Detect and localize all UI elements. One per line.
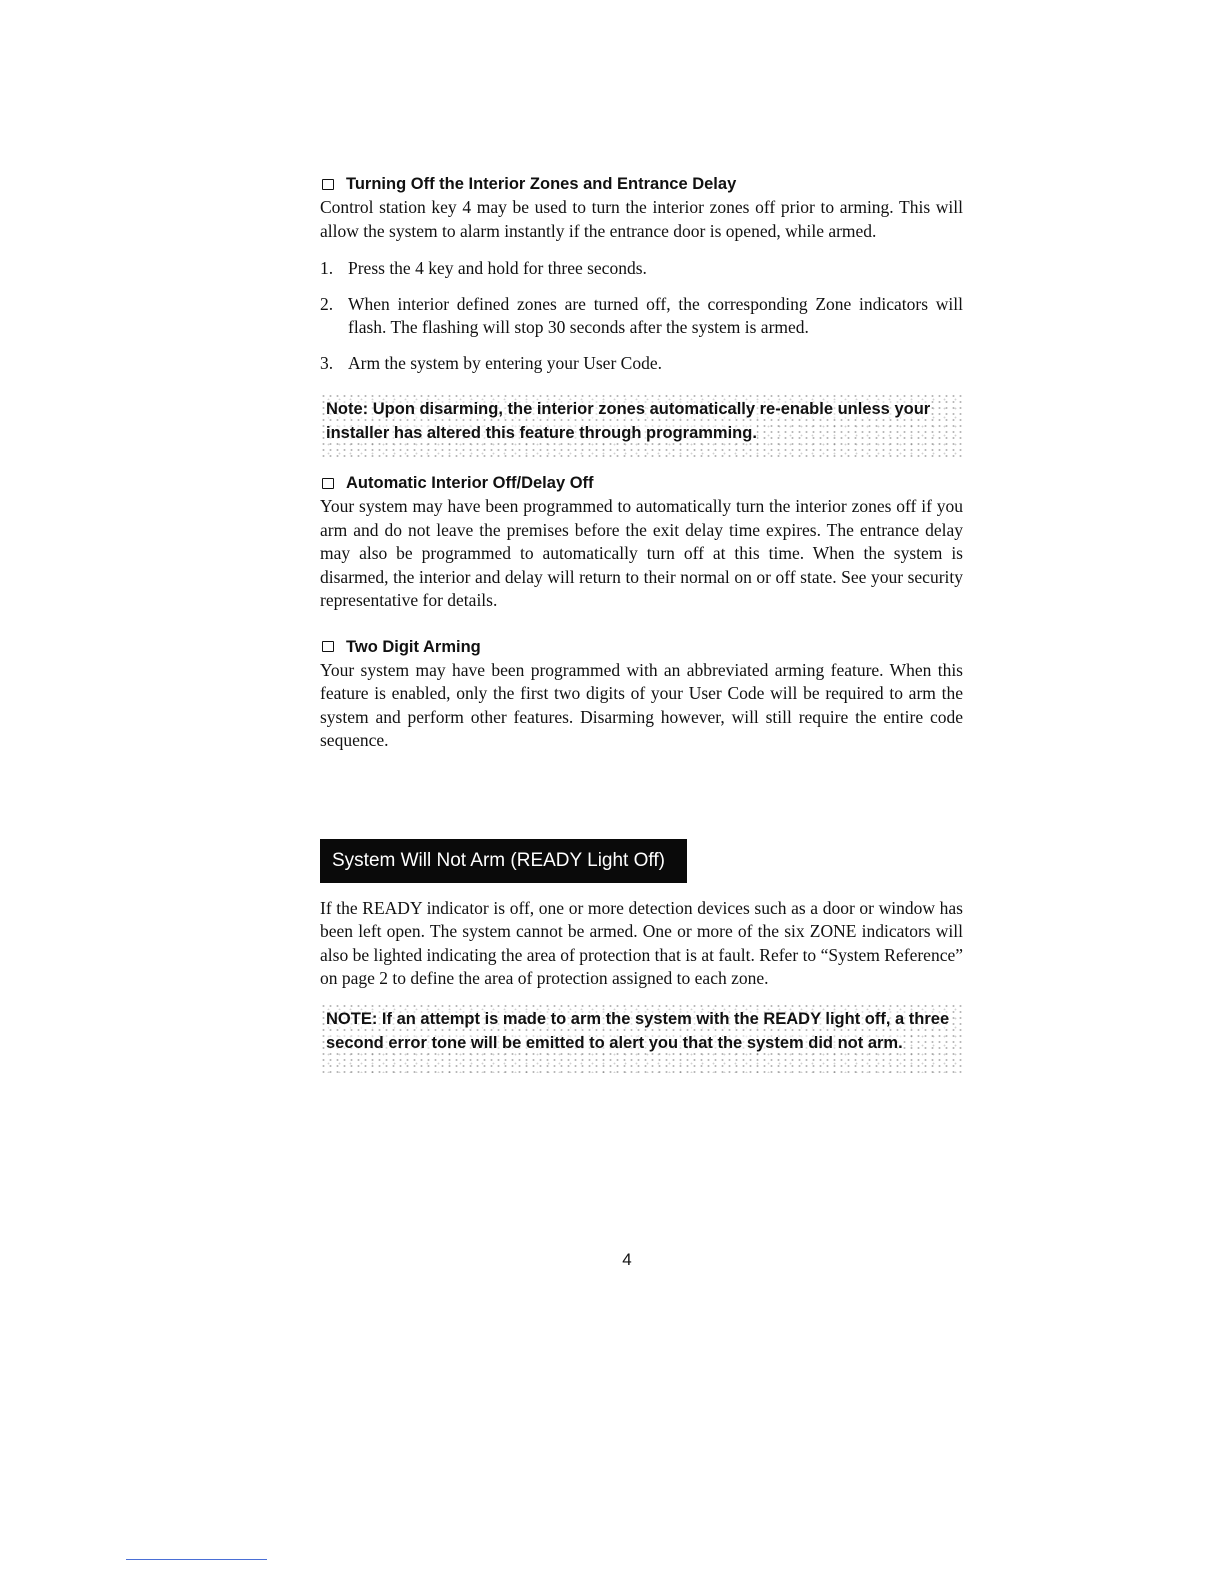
section-heading-two-digit <box>320 635 963 659</box>
list-item <box>320 352 963 376</box>
checkbox-bullet-icon <box>322 179 334 190</box>
manual-page <box>320 172 963 1073</box>
note-text: Note: Upon disarming, the interior zones automatically re-enable unless your installer has altered this feature through programming. <box>326 400 931 442</box>
section-heading-label: Two Digit Arming <box>346 637 481 656</box>
section-heading-automatic <box>320 471 963 495</box>
checkbox-bullet-icon <box>322 641 334 652</box>
section-heading-interior-off <box>320 172 963 196</box>
step-number: 3. <box>320 352 334 373</box>
page-number: 4 <box>622 1250 632 1269</box>
list-item <box>320 293 963 340</box>
two-digit-paragraph: Your system may have been programmed with an abbreviated arming feature. When this feature is enabled, only the first two digits of your User Code will be required to arm the system and perform other features. Disarming however, will still require the entire code sequence. <box>320 659 963 750</box>
interior-off-steps <box>320 257 963 375</box>
automatic-paragraph: Your system may have been programmed to automatically turn the interior zones off if you arm and do not leave the premises before the exit delay time expires. The entrance delay may also be programmed to automatically turn off at this time. When the system is disarmed, the interior and delay will return to their normal on or off state. See your security representative for details. <box>320 496 963 610</box>
section-heading-label: Automatic Interior Off/Delay Off <box>346 474 594 492</box>
not-arm-paragraph: If the READY indicator is off, one or more detection devices such as a door or window has been left open. The system cannot be armed. One or more of the six ZONE indicators will also be lighted indicating the area of protection that is at fault. Refer to “System Reference” on page 2 to define the area of protection assigned to each zone. <box>320 897 963 988</box>
step-text: Arm the system by entering your User Code. <box>348 352 662 373</box>
footnote-divider <box>126 1559 267 1560</box>
step-text: Press the 4 key and hold for three seconds. <box>348 258 647 278</box>
interior-off-paragraph: Control station key 4 may be used to turn the interior zones off prior to arming. This will allow the system to alarm instantly if the entrance door is opened, while armed. <box>320 197 963 241</box>
note-box <box>320 1003 963 1073</box>
list-item <box>320 257 963 281</box>
step-number: 2. <box>320 293 334 314</box>
section-banner: System Will Not Arm (READY Light Off) <box>320 839 687 883</box>
checkbox-bullet-icon <box>322 478 334 489</box>
step-number: 1. <box>320 258 334 278</box>
note-text: NOTE: If an attempt is made to arm the system with the READY light off, a three second error tone will be emitted to alert you that the system did not arm. <box>326 1009 950 1052</box>
banner-row <box>320 839 963 883</box>
step-text: When interior defined zones are turned off, the corresponding Zone indicators will flash. The flashing will stop 30 seconds after the system is armed. <box>348 293 963 337</box>
section-heading-label: Turning Off the Interior Zones and Entrance Delay <box>346 175 737 193</box>
note-box <box>320 393 963 457</box>
